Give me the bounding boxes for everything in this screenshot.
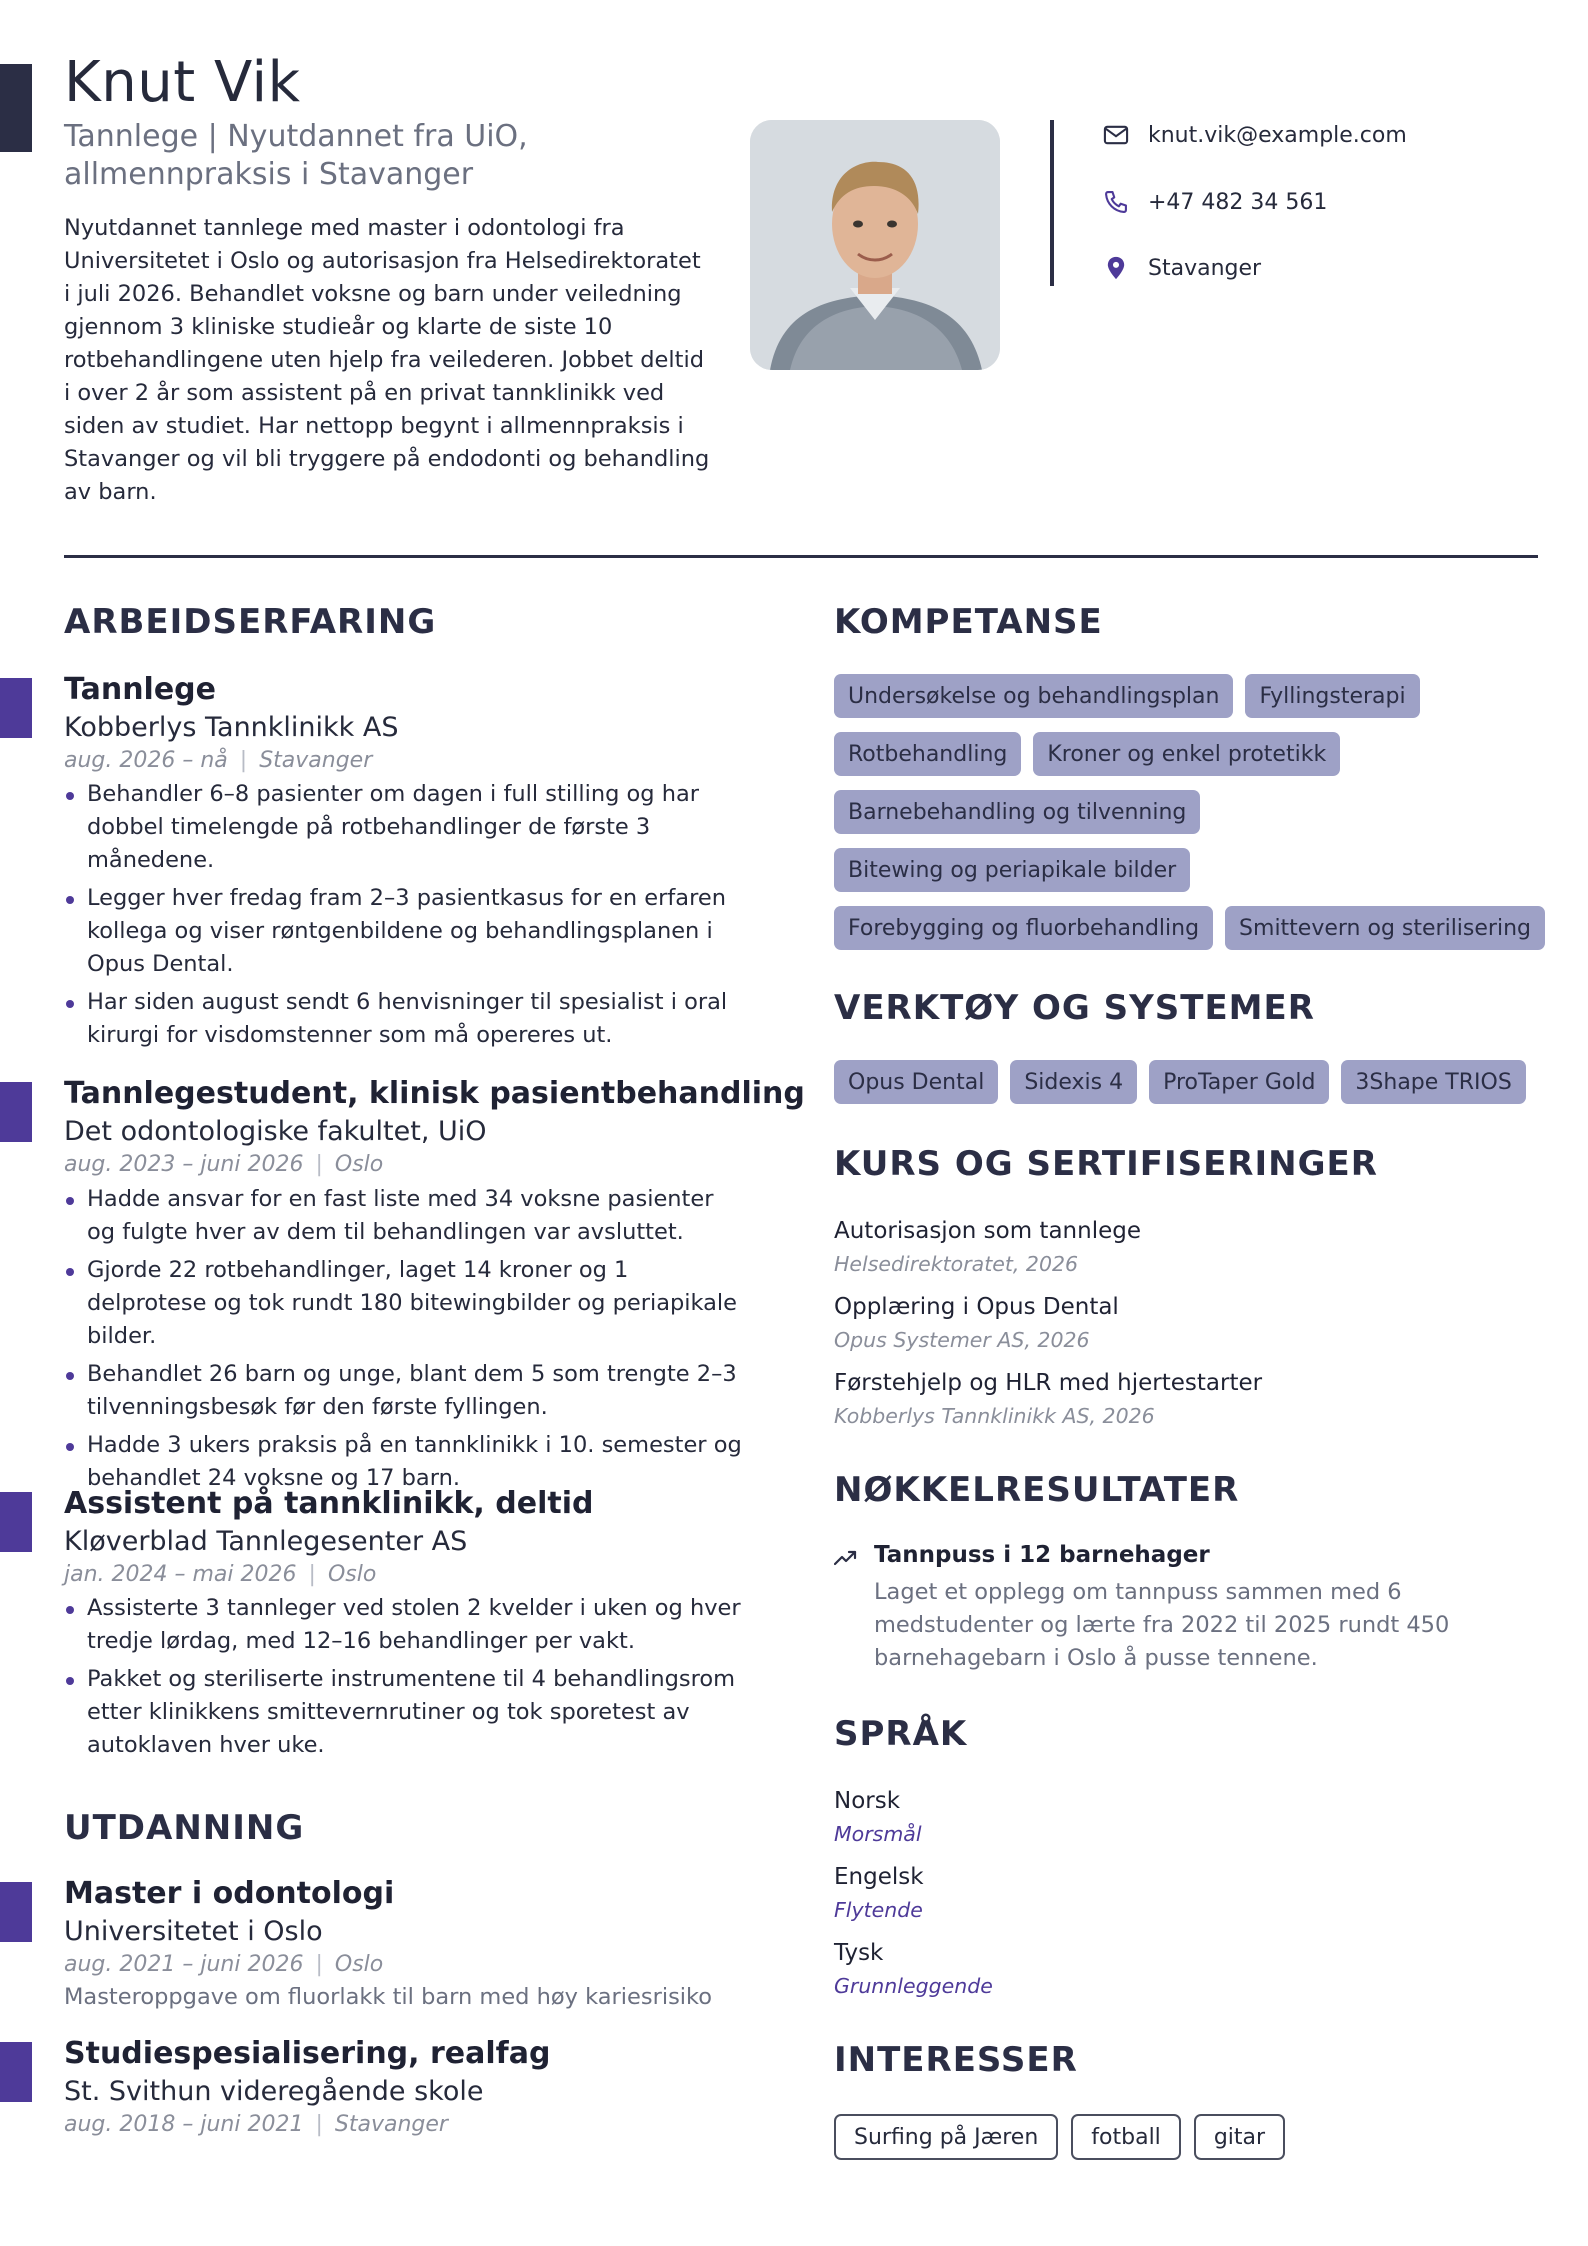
profile-photo [750,120,1000,370]
job-bullet: Legger hver fredag fram 2–3 pasientkasus for en erfaren kollega og viser røntgenbildene og behandlingsplanen i Opus Dental. [64,882,744,981]
section-title-achievements: NØKKELRESULTATER [834,1470,1240,1510]
language-level: Grunnleggende [834,1974,993,1998]
meta-separator: | [315,1152,323,1177]
candidate-headline: Tannlege | Nyutdannet fra UiO, allmennpraksis i Stavanger [64,119,528,192]
language-level: Flytende [834,1898,923,1922]
job-accent-bar [0,1082,32,1142]
job-title: Tannlege [64,672,217,707]
skill-tag-row [834,790,1212,834]
job-bullet: Assisterte 3 tannleger ved stolen 2 kvelder i uken og hver tredje lørdag, med 12–16 behandlinger per vakt. [64,1592,744,1658]
tool-tag: 3Shape TRIOS [1341,1060,1525,1104]
interest-tag: Surfing på Jæren [834,2114,1058,2160]
phone-text: +47 482 34 561 [1148,189,1328,215]
job-employer: Kobberlys Tannklinikk AS [64,712,399,743]
job-bullet: Hadde ansvar for en fast liste med 34 voksne pasienter og fulgte hver av dem til behandlingen var avsluttet. [64,1183,744,1249]
education-school: St. Svithun videregående skole [64,2076,484,2107]
job-employer: Kløverblad Tannlegesenter AS [64,1526,468,1557]
job-location: Oslo [327,1562,377,1587]
contact-divider [1050,120,1054,286]
section-title-tools: VERKTØY OG SYSTEMER [834,988,1315,1028]
job-meta [64,1562,376,1587]
contact-location [1102,250,1261,286]
job-accent-bar [0,678,32,738]
job-meta [64,1152,383,1177]
profile-summary: Nyutdannet tannlege med master i odontologi fra Universitetet i Oslo og autorisasjon fra Helsedirektoratet i juli 2026. Behandlet voksne og barn under veiledning gjennom 3 kliniske studieår og klarte de siste 10 rotbehandlingene uten hjelp fra veilederen. Jobbet deltid i over 2 år som assistent på en privat tannklinikk ved siden av studiet. Har nettopp begynt i allmennpraksis i Stavanger og vil bli tryggere på endodonti og behandling av barn. [64,215,710,505]
tool-tag: Sidexis 4 [1010,1060,1137,1104]
job-location: Stavanger [259,748,373,773]
education-dates: aug. 2021 – juni 2026 [64,1952,304,1977]
location-text: Stavanger [1148,255,1262,281]
header-accent-bar [0,64,32,152]
section-title-languages: SPRÅK [834,1714,968,1754]
education-degree: Studiespesialisering, realfag [64,2036,551,2071]
meta-separator: | [315,2112,323,2137]
skill-tag: Fyllingsterapi [1245,674,1419,718]
job-employer: Det odontologiske fakultet, UiO [64,1116,487,1147]
contact-email[interactable] [1102,117,1407,153]
course-issuer: Helsedirektoratet, 2026 [834,1252,1079,1276]
education-accent-bar [0,1882,32,1942]
candidate-name: Knut Vik [64,50,301,115]
job-bullet-list [64,1592,744,1767]
job-bullet-list [64,778,744,1057]
achievement-description: Laget et opplegg om tannpuss sammen med 6 medstudenter og lærte fra 2022 til 2025 rundt 450 barnehagebarn i Oslo å pusse tennene. [874,1579,1450,1671]
course-name: Førstehjelp og HLR med hjertestarter [834,1370,1263,1396]
skill-tag: Bitewing og periapikale bilder [834,848,1190,892]
portrait-image [750,120,1000,370]
job-bullet-list [64,1183,744,1500]
skill-tag: Undersøkelse og behandlingsplan [834,674,1233,718]
job-bullet: Behandler 6–8 pasienter om dagen i full stilling og har dobbel timelengde på rotbehandlinger de første 3 månedene. [64,778,744,877]
language-name: Tysk [834,1940,884,1966]
achievement-title: Tannpuss i 12 barnehager [874,1542,1210,1568]
contact-phone[interactable] [1102,184,1327,220]
skill-tag: Kroner og enkel protetikk [1033,732,1340,776]
section-title-experience: ARBEIDSERFARING [64,602,437,642]
course-name: Opplæring i Opus Dental [834,1294,1119,1320]
education-degree: Master i odontologi [64,1876,395,1911]
section-title-interests: INTERESSER [834,2040,1078,2080]
meta-separator: | [308,1562,316,1587]
education-location: Stavanger [334,2112,448,2137]
education-accent-bar [0,2042,32,2102]
interest-tag-row [834,2114,1298,2160]
job-dates: aug. 2023 – juni 2026 [64,1152,304,1177]
skill-tag-row [834,732,1352,776]
education-school: Universitetet i Oslo [64,1916,323,1947]
job-title: Tannlegestudent, klinisk pasientbehandling [64,1076,805,1111]
skill-tag: Smittevern og sterilisering [1225,906,1545,950]
skill-tag: Forebygging og fluorbehandling [834,906,1213,950]
header-divider [64,555,1538,558]
tool-tag: Opus Dental [834,1060,998,1104]
meta-separator: | [315,1952,323,1977]
skill-tag: Barnebehandling og tilvenning [834,790,1200,834]
language-name: Norsk [834,1788,901,1814]
skill-tag-row [834,674,1432,718]
language-name: Engelsk [834,1864,924,1890]
job-bullet: Hadde 3 ukers praksis på en tannklinikk i 10. semester og behandlet 24 voksne og 17 barn. [64,1429,744,1495]
trending-up-icon [834,1548,858,1568]
interest-tag: fotball [1071,2114,1181,2160]
job-location: Oslo [334,1152,384,1177]
interest-tag: gitar [1194,2114,1285,2160]
section-title-education: UTDANNING [64,1808,305,1848]
skill-tag: Rotbehandling [834,732,1021,776]
education-meta [64,1952,383,1977]
job-bullet: Har siden august sendt 6 henvisninger til spesialist i oral kirurgi for visdomstenner som må opereres ut. [64,986,744,1052]
language-level: Morsmål [834,1822,922,1846]
meta-separator: | [239,748,248,773]
job-accent-bar [0,1492,32,1552]
section-title-skills: KOMPETANSE [834,602,1103,642]
map-pin-icon [1102,254,1130,282]
tool-tag: ProTaper Gold [1149,1060,1329,1104]
education-location: Oslo [334,1952,384,1977]
job-bullet: Behandlet 26 barn og unge, blant dem 5 som trengte 2–3 tilvenningsbesøk før den første fyllingen. [64,1358,744,1424]
phone-icon [1102,188,1130,216]
course-name: Autorisasjon som tannlege [834,1218,1141,1244]
education-note: Masteroppgave om fluorlakk til barn med høy kariesrisiko [64,1984,713,2010]
course-issuer: Kobberlys Tannklinikk AS, 2026 [834,1404,1155,1428]
education-meta [64,2112,448,2137]
job-bullet: Gjorde 22 rotbehandlinger, laget 14 kroner og 1 delprotese og tok rundt 180 bitewingbilder og periapikale bilder. [64,1254,744,1353]
skill-tag-row [834,848,1202,892]
education-dates: aug. 2018 – juni 2021 [64,2112,304,2137]
job-bullet: Pakket og steriliserte instrumentene til 4 behandlingsrom etter klinikkens smittevernrutiner og tok sporetest av autoklaven hver uke. [64,1663,744,1762]
job-dates: aug. 2026 – nå [64,748,228,773]
mail-icon [1102,121,1130,149]
section-title-courses: KURS OG SERTIFISERINGER [834,1144,1378,1184]
skill-tag-row [834,906,1557,950]
job-dates: jan. 2024 – mai 2026 [64,1562,297,1587]
job-meta [64,748,372,773]
email-text: knut.vik@example.com [1148,122,1407,148]
tool-tag-row [834,1060,1538,1104]
course-issuer: Opus Systemer AS, 2026 [834,1328,1090,1352]
job-title: Assistent på tannklinikk, deltid [64,1486,594,1521]
